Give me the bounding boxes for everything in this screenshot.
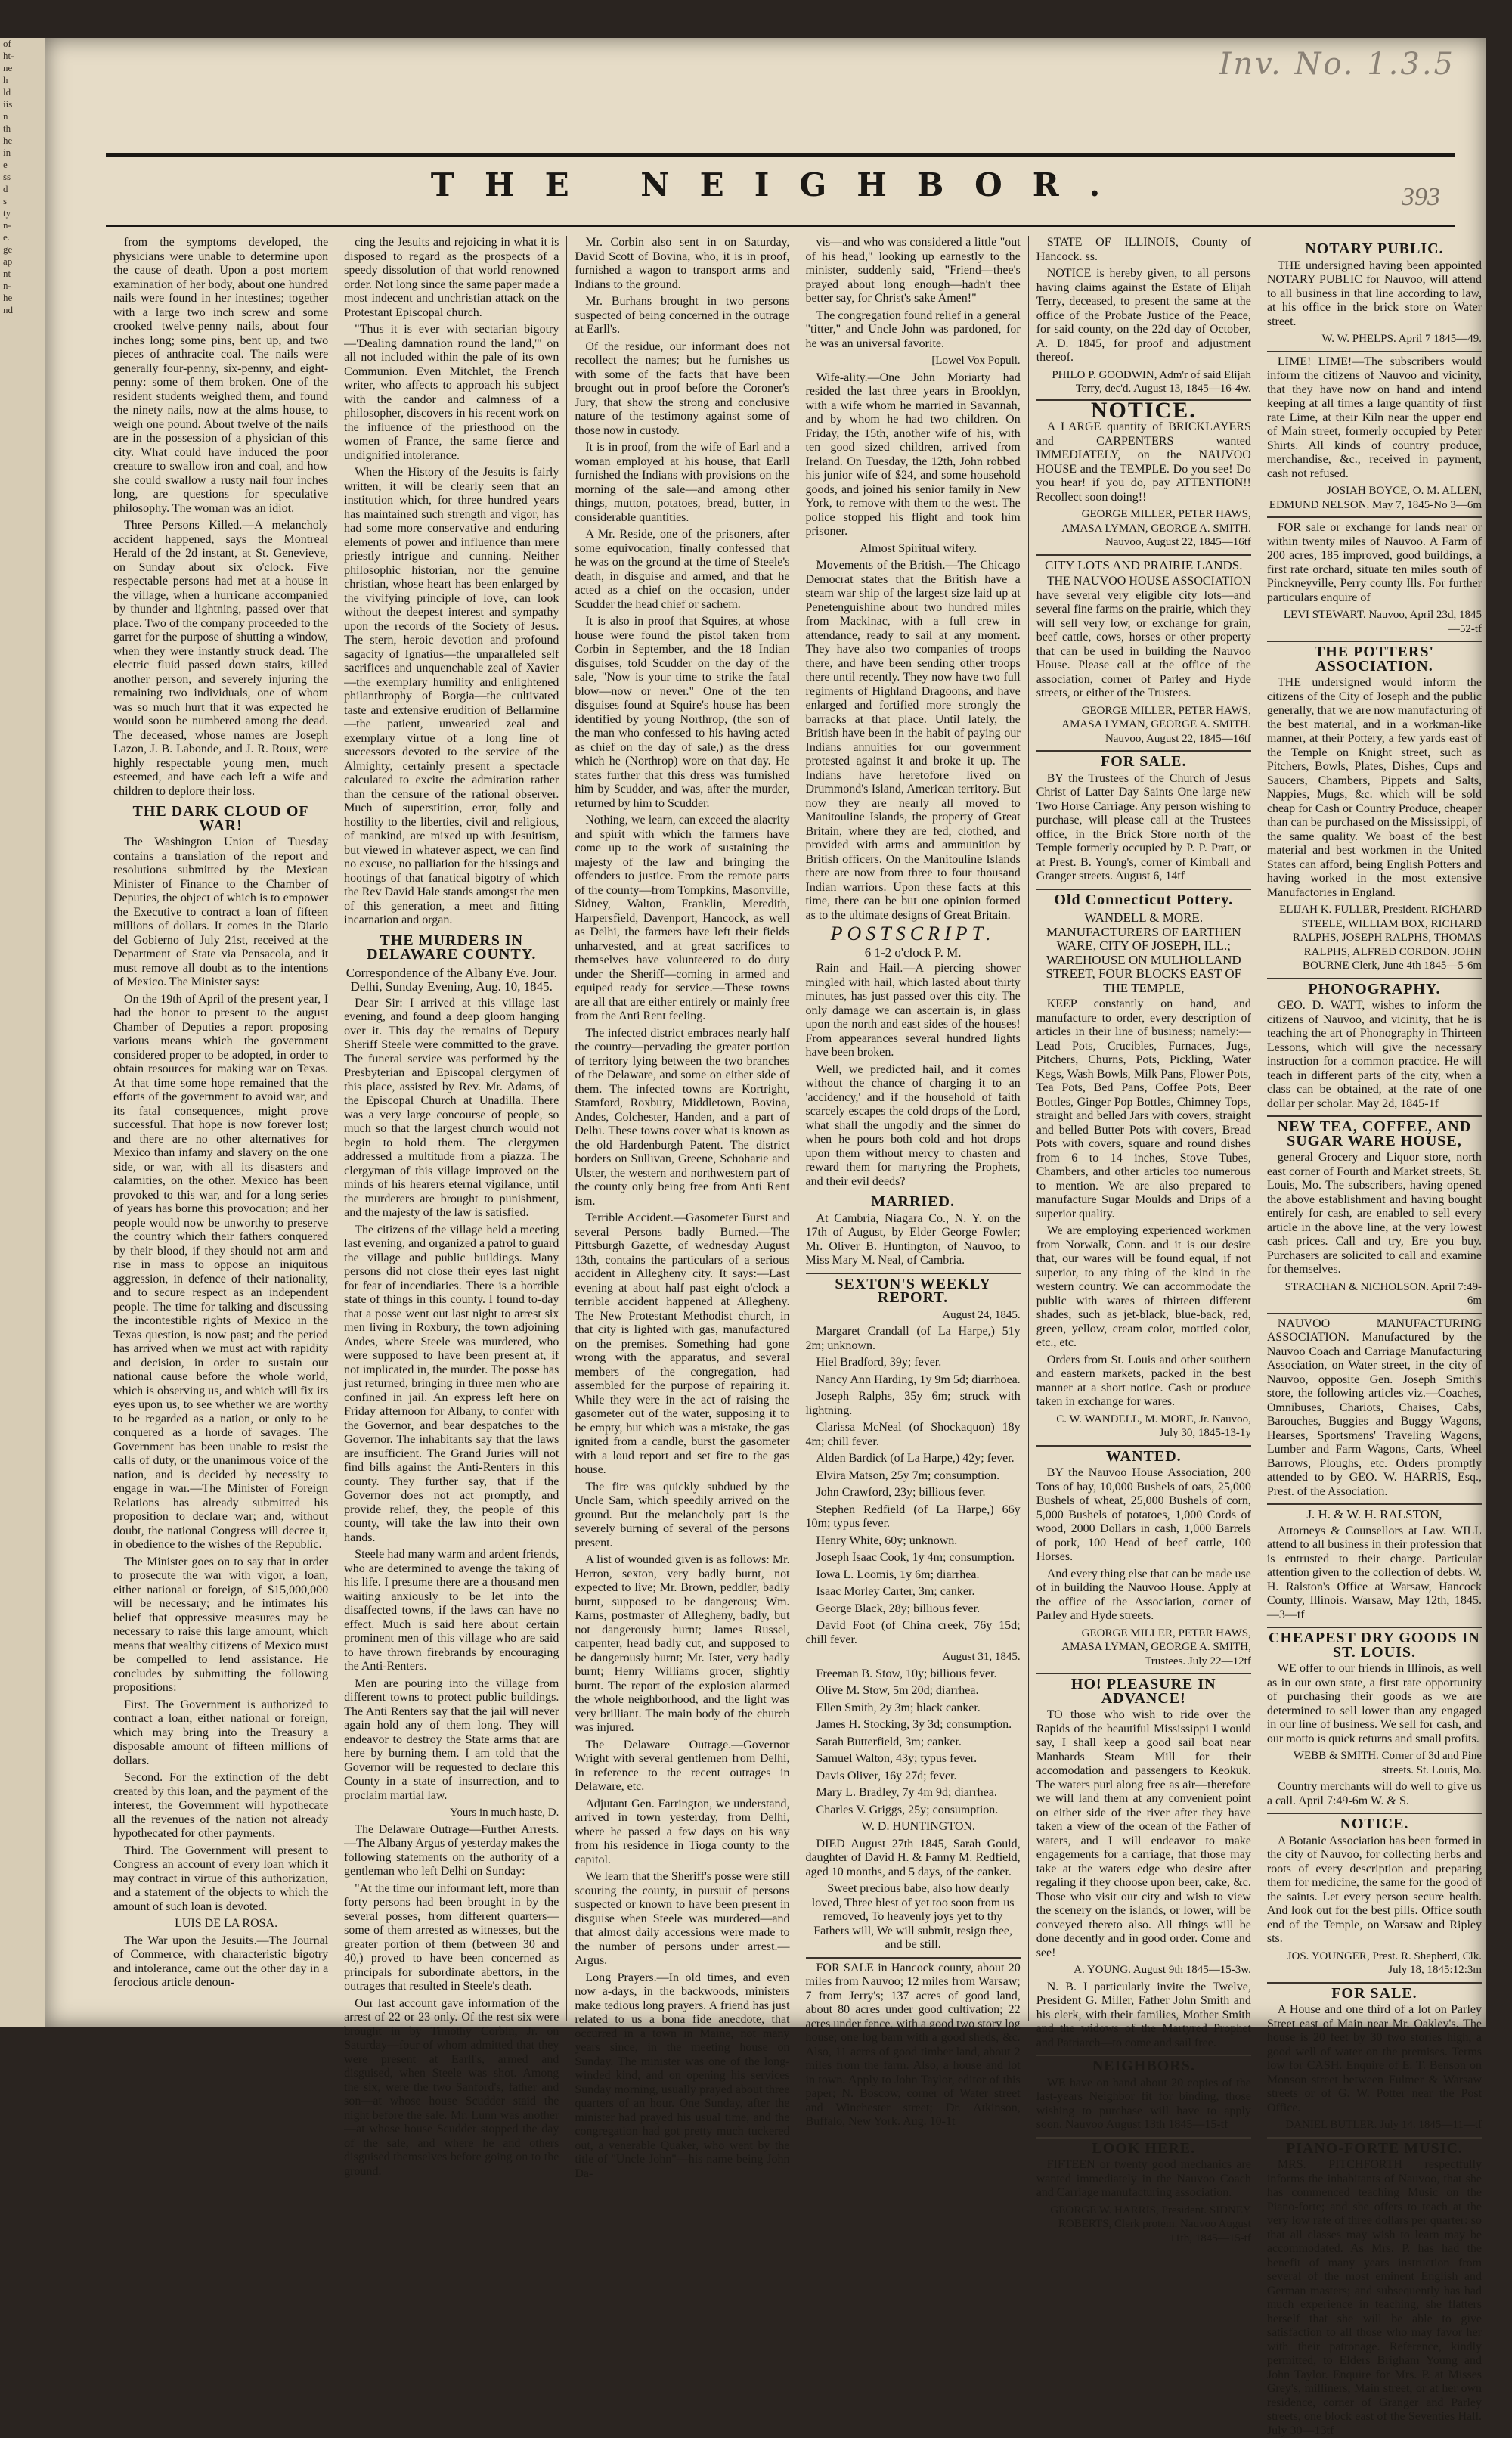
strip-line: ss [3,171,11,182]
article-text: Three Persons Killed.—A melancholy accident happened, says the Montreal Herald of the 2d instant, at St. Genevieve, on Sunday about six o'clock. Five respectable persons had met at a house in the village, when a hurricane accompanied by thunder and lightning, passed over that place. Two of the company proceeded to the garret for the purpose of shutting a window, when they were instantly struck dead. The electric fluid passed down stairs, killed another person, and severely injuring the remaining two individuals, one of whom was so much hurt that it was expected he would soon be numbered among the dead. The deceased, whose names are Joseph Lazon, J. B. Labonde, and J. R. Roux, were highly respectable young men, much esteemed, and have each left a wife and children to deplore their loss. [113,519,329,798]
death-entry: Joseph Ralphs, 35y 6m; struck with lightning. [805,1390,1021,1417]
advertisement: A Botanic Association has been formed in the city of Nauvoo, for collecting herbs and roots of every description and preparing them for medicine, the same for the good of the saints. Let every person secure health. And look out for the best pills. Office south end of the Temple, on Warsaw and Ripley sts. [1266,1834,1483,1945]
death-entry: Olive M. Stow, 5m 20d; diarrhea. [816,1684,979,1697]
strip-line: n- [3,219,11,231]
article-text: The Washington Union of Tuesday contains a translation of the report and resolutions submitted by the Mexican Minister of Finance to the Chamber of Deputies, the object of which is to empower the Executive to contract a loan of fifteen millions of dollars. It comes in the Diario del Gobierno of July 21st, received at the Department of State via Pensacola, and it must remove all doubt as to the intentions of Mexico. The Minister says: [113,836,329,988]
death-entry: Elvira Matson, 25y 7m; consumption. [816,1469,1000,1482]
ad-heading: CHEAPEST DRY GOODS IN ST. LOUIS. [1267,1627,1482,1659]
signature: A. YOUNG. August 9th 1845—15-3w. [1074,1964,1251,1976]
ad-heading: NOTARY PUBLIC. [1305,240,1444,257]
death-entry: Alden Bardick (of La Harpe,) 42y; fever. [816,1452,1015,1465]
article-text: Adjutant Gen. Farrington, we understand, arrived in town yesterday, from Delhi, where he passed a few days on his way from his residence in Tioga county to the capitol. [575,1797,790,1866]
signature: JOS. YOUNGER, Prest. R. Shepherd, Clk. July 18, 1845:12:3m [1287,1949,1483,1976]
signature: WEBB & SMITH. Corner of 3d and Pine streets. St. Louis, Mo. [1293,1750,1483,1776]
article-text: Terrible Accident.—Gasometer Burst and several Persons badly Burned.—The Pittsburgh Gazette, of wednesday August 13th, contains the particulars of a serious accident in Allegheny city. It says:—Last evening at about half past eight o'clock a terrible accident happened at Allegheny. The New Protestant Methodist church, in that city is lighted with gas, manufactured on the premises. Something had gone wrong with the apparatus, and several members of the congregation, had assembled for the purpose of repairing it. While they were in the act of raising the gasometer out of the water, supposing it to be empty, but which was a mistake, the gas ignited from a candle, burst the gasometer with a loud report and set fire to the gas house. [575,1211,790,1476]
article-text: The citizens of the village held a meeting last evening, and organized a patrol to guard the village and public buildings. Many persons did not close their eyes last night for fear of incendiaries. There is a horrible state of things in this county. I found to-day that a posse went out last night to arrest six men living in Roxbury, the town adjoining Andes, where Steele was murdered, who were supposed to have been present at, if not implicated in, the murder. The posse has just returned, bringing in three men who are confined in jail. An express left here on Friday afternoon for Albany, to confer with the Governor, and bear despatches to the Governor. The inhabitants say that the laws are insufficient. The Grand Juries will not find bills against the Anti-Renters in this county. They further say, that if the Governor does not act promptly, and provide relief, they, the people of this county, will take the law into their own hands. [344,1223,559,1544]
strip-line: of [3,38,11,49]
article-text: Almost Spiritual wifery. [860,541,978,555]
legal-notice: STATE OF ILLINOIS, County of Hancock. ss. [1036,236,1251,263]
strip-line: s [3,195,8,206]
report-date: August 31, 1845. [942,1651,1021,1663]
death-entry: Nancy Ann Harding, 1y 9m 5d; diarrhoea. [816,1373,1021,1386]
strip-line: d [3,183,8,194]
article-text: The Delaware Outrage—Further Arrests.—The Albany Argus of yesterday makes the following statements on the authority of a gentleman who left Delhi on Sunday: [344,1822,559,1878]
ad-heading: NEW TEA, COFFEE, AND SUGAR WARE HOUSE, [1267,1115,1482,1148]
advertisement: FOR SALE in Hancock county, about 20 miles from Nauvoo; 12 miles from Warsaw; 7 from Jerry's; 137 acres of good land, about 80 acres under good cultivation; 22 acres under fence, with a good two story log house; one log barn with a good sheds, &c. Also, 11 acres of good timber land, about 2 miles from the farm. Also, a house and lot in town. Apply to John Taylor, editor of this paper; N. Boscow, corner of Water street and Winchester street; Dr. Atkinson, Buffalo, New York. Aug. 10-1t [806,1957,1021,2129]
article-text: Long Prayers.—In old times, and even now a-days, in the backwoods, ministers make tedious long prayers. A friend has just related to us a bona fide anecdote, that occurred in a town in Maine, not many years since, in the meeting house on Sunday. The minister was one of the long-winded kind, and on opening his services Sunday morning, usually prayed about three quarters of an hour. One Sunday, after the minister had prayed his usual time, and the congregation had got pretty much tuckered out, a venerable Quaker, who went by the title of "Uncle John"—his name being John Da- [575,1971,790,2180]
advertisement: general Grocery and Liquor store, north east corner of Fourth and Market streets, St. Louis, Mo. The subscribers, having opened the above establishment and having bought entirely for cash, are enabled to sell every article in the above line, at the very lowest cash prices. Call and try, Ere you buy. Purchasers are solicited to call and examine for themselves. [1266,1151,1483,1276]
advertisement: N. B. I particularly invite the Twelve, President G. Miller, Father John Smith and his clerk, with their families, Mother Smith and the widows of the Martyred Prophet and Patriarch—to come and sail free. [1036,1980,1251,2049]
advertisement: KEEP constantly on hand, and manufacture to order, every description of articles in their line of business; namely:— Lead Pots, Crucibles, Furnaces, Jugs, Pitchers, Churns, Pots, Pickling, Water Kegs, Wash Bowls, Milk Pans, Flower Pots, Tea Pots, Bed Pans, Coffee Pots, Beer Bottles, Ginger Pop Bottles, Chimney Tops, straight and belled Jars with covers, straight and belled Butter Pots with covers, Bread Pots with covers, square and round dishes from 6 to 14 inches, Stove Tubes, Chambers, and other articles too numerous to mention. We are also prepared to manufacture Sugar Moulds and Drips of a superior quality. [1036,997,1251,1221]
death-entry: Mary L. Bradley, 7y 4m 9d; diarrhea. [816,1786,997,1799]
signature: ELIJAH K. FULLER, President. RICHARD STEELE, WILLIAM BOX, RICHARD RALPHS, JOSEPH RALPHS, THOMAS RALPHS, ALFRED CORDON. JOHN BOURNE Clerk, June 4th 1845—5-6m [1279,904,1483,972]
article-text: Mr. Corbin also sent in on Saturday, David Scott of Bovina, who, it is in proof, furnished a wagon to transport arms and Indians to the ground. [575,236,790,291]
signature: GEORGE MILLER, PETER HAWS, AMASA LYMAN, GEORGE A. SMITH. Nauvoo, August 22, 1845—16tf [1061,508,1251,548]
strip-line: th [3,123,11,134]
signature: DANIEL BUTLER. July 14. 1845—11—tf [1285,2119,1483,2131]
death-entry: Iowa L. Loomis, 1y 6m; diarrhea. [816,1568,980,1581]
advertisement: THE NAUVOO HOUSE ASSOCIATION have several very eligible city lots—and several fine farms on the prairie, which they will sell very low, or exchange for grain, beef cattle, cows, horses or other property that can be used in building the Nauvoo House. Please call at the office of the association, corner of Parley and Hyde streets, or either of the Trustees. [1036,575,1251,699]
article-text: It is also in proof that Squires, at whose house were found the pistol taken from Corbin in September, and the 18 Indian disguises, told Scudder on the day of the sale, "Now is your time to strike the fatal blow—now or never." One of the ten disguises found at Squire's house has been identified by young Northrop, (the son of the man who confessed to his having acted as chief on the day of sale,) as the dress which he (Northrop) wore on that day. He states further that this dress was furnished him by Scudder, and was, after the murder, returned by him to Scudder. [575,615,790,810]
advertisement: BY the Trustees of the Church of Jesus Christ of Latter Day Saints One large new Two Horse Carriage. Any person wishing to purchase, will please call at the Trustees office, in the Brick Store north of the Temple formerly occupied by P. P. Pratt, or at Prest. B. Young's, corner of Kimball and Granger streets. August 6, 14tf [1036,771,1251,882]
strip-line: n [3,110,8,122]
headline: SEXTON'S WEEKLY REPORT. [806,1273,1021,1305]
ad-heading: FOR SALE. [1267,1982,1482,2001]
signature: Yours in much haste, D. [450,1807,559,1819]
article-text: The congregation found relief in a general "titter," and Uncle John was pardoned, for he was an universal favorite. [805,309,1021,350]
article-text: At Cambria, Niagara Co., N. Y. on the 17th of August, by Elder George Fowler; Mr. Oliver B. Huntington, of Nauvoo, to Miss Mary M. Neal, of Cambria. [805,1211,1021,1267]
article-text: Steele had many warm and ardent friends, who are determined to avenge the taking of his life. I presume there are a thousand men waiting anxiously to be let into the disaffected towns, if the laws can have no effect. Much is said here about certain prominent men of this village who are said to have thrown firebrands by encouraging the Anti-Renters. [344,1548,559,1673]
death-entry: Henry White, 60y; unknown. [816,1534,958,1547]
article-text: A Mr. Reside, one of the prisoners, after some equivocation, finally confessed that he was on the ground at the time of Steele's death, in disguise and armed, and that he acted as a chief on the occasion, under Scudder the head chief or sachem. [575,528,790,611]
headline: THE MURDERS IN DELAWARE COUNTY. [367,932,537,963]
advertisement: LIME! LIME!—The subscribers would inform the citizens of Nauvoo and vicinity, that they have now on hand and intend keeping at all times a large quantity of first rate Lime, at their Kiln near the upper end of Main street, formerly occupied by Peter Shirts. All kinds of country produce, merchandise, &c., received in payment, cash not refused. [1267,351,1482,482]
strip-line: e. [3,231,11,243]
article-text: A list of wounded given is as follows: Mr. Herron, sexton, very badly burnt, not expected to live; Mr. Brown, peddler, badly burnt, supposed to be dangerous; Wm. Karns, postmaster of Allegheny, badly, but not dangerously burnt; James Russel, carpenter, head badly cut, and supposed to be dangerously burnt; Mr. Ister, very badly burnt; Henry Williams grocer, slightly burnt. The report of the explosion alarmed the whole neighborhood, and the light was very brilliant. The main body of the church was injured. [575,1553,790,1734]
handwritten-note: Inv. No. 1.3.5 [1219,47,1455,82]
signature: PHILO P. GOODWIN, Adm'r of said Elijah Terry, dec'd. August 13, 1845—16-4w. [1052,368,1251,395]
signature: LUIS DE LA ROSA. [175,1917,278,1930]
death-entry: Margaret Crandall (of La Harpe,) 51y 2m; unknown. [805,1325,1021,1352]
advertisement: Country merchants will do well to give us a call. April 7:49-6m W. & S. [1266,1780,1483,1807]
signature: GEORGE MILLER, PETER HAWS, AMASA LYMAN, GEORGE A. SMITH. Nauvoo, August 22, 1845—16tf [1061,704,1251,745]
signature: JOSIAH BOYCE, O. M. ALLEN, EDMUND NELSON. May 7, 1845-No 3—6m [1269,485,1483,511]
ad-heading: CITY LOTS AND PRAIRIE LANDS. [1036,554,1251,573]
advertisement: And every thing else that can be made use of in building the Nauvoo House. Apply at the office of the Association, corner of Parley and Hyde streets. [1036,1567,1251,1622]
ad-heading: NOTICE. [1267,1813,1482,1832]
article-text: "At the time our informant left, more than forty persons had been brought in by the several posses, from different quarters—some of them arrested as witnesses, but the greater portion of them (between 30 and 40,) proved to have been concerned as principals for subordinate abettors, in the outrages that resulted in Steele's death. [344,1881,559,1993]
dateline: 6 1-2 o'clock P. M. [864,944,962,960]
signature: GEORGE MILLER, PETER HAWS, AMASA LYMAN, GEORGE A. SMITH, Trustees. July 22—12tf [1061,1627,1251,1667]
strip-line: ge [3,243,13,255]
article-text: DIED August 27th 1845, Sarah Gould, daughter of David H. & Fanny M. Redfield, aged 10 months, and 5 days, of the canker. [805,1837,1021,1878]
advertisement: FIFTEEN or twenty good mechanics are wanted immediately in the Nauvoo Coach and Carriage manufacturing association. [1036,2158,1251,2199]
strip-line: ld [3,86,11,98]
ad-heading: FOR SALE. [1036,750,1251,769]
death-entry: Hiel Bradford, 39y; fever. [816,1356,942,1369]
article-text: The Minister goes on to say that in order to prosecute the war with vigor, a loan, either national or foreign, of $15,000,000 will be necessary; and he intimates his belief that oppressive measures may be necessary to raise this large amount, which means that wealthy citizens of Mexico must be compelled to lend assistance. He concludes by submitting the following propositions: [113,1555,329,1694]
columns [106,236,1489,2437]
headline: MARRIED. [871,1193,955,1210]
strip-line: nd [3,304,13,315]
article-text: "Thus it is ever with sectarian bigotry—'Dealing damnation round the land,'" on all not included within the pale of its own Communion. Even Mitchlet, the French writer, who affects to approach his subject with the candor and calmness of a philosopher, discovers in his recent work on the influence of the priesthood on the women of France, the same fierce and undignified intolerance. [344,323,559,462]
death-entry: James H. Stocking, 3y 3d; consumption. [816,1718,1012,1731]
column-1 [106,236,336,2021]
article-text: Dear Sir: I arrived at this village last evening, and found a deep gloom hanging over it. This day the remains of Deputy Sheriff Steele were committed to the grave. The funeral service was performed by the Presbyterian and Episcopal clergymen of this place, assisted by Rev. Mr. Adams, of the Episcopal Church at Unadilla. There was a very large concourse of people, so much so that the largest church would not begin to hold them. The clergymen addressed a multitude from a piazza. The clergyman of this village improved on the minds of his hearers eternal vigilance, until the murderers are brought to punishment, and the majesty of the law is satisfied. [344,996,559,1219]
advertisement: THE undersigned having been appointed NOTARY PUBLIC for Nauvoo, will attend to all business in that line according to law, at his office in the brick store on Water street. [1266,259,1483,328]
headline: THE DARK CLOUD OF WAR! [132,803,309,834]
article-text: Nothing, we learn, can exceed the alacrity and spirit with which the farmers have come up to the work of sustaining the majesty of the law and bringing the offenders to justice. From the remote parts of the county—from Tompkins, Masonville, Sidney, Walton, Franklin, Meredith, Harpersfield, Davenport, Hancock, as well as Delhi, the farmers have left their fields unharvested, and at great sacrifices to themselves have volunteered to do duty under the Sheriff—coming in armed and equiped ready for service.—These towns are all that are either entirely or mainly free from the Anti Rent feeling. [575,814,790,1022]
advertisement: A LARGE quantity of BRICKLAYERS and CARPENTERS wanted IMMEDIATELY, on the NAUVOO HOUSE and the TEMPLE. Do you see! Do you hear! if you do, pay ATTENTION!! Recollect soon doing!! [1036,420,1251,504]
death-entry: David Foot (of China creek, 76y 15d; chill fever. [805,1619,1021,1646]
advertisement: Attorneys & Counsellors at Law. WILL attend to all business in their profession that is entrusted to their charge. Particular attention given to the collection of debts. W. H. Ralston's Office at Warsaw, Hancock County, Illinois. Warsaw, May 12th, 1845.—3—tf [1266,1524,1483,1621]
signature: GEORGE W. HARRIS, President. SIDNEY ROBERTS, Clerk protem. Nauvoo August 11th, 1845—15-tf [1050,2204,1251,2244]
advertisement: FOR sale or exchange for lands near or within twenty miles of Nauvoo. A Farm of 200 acres, 185 improved, good buildings, a first rate orchard, situate ten miles south of Pinckneyville, Perry county Ills. For further particulars enquire of [1267,516,1482,605]
death-entry: Davis Oliver, 16y 27d; fever. [816,1769,957,1782]
death-entry: Isaac Morley Carter, 3m; canker. [816,1585,975,1598]
strip-line: ht- [3,50,14,61]
advertisement: BY the Nauvoo House Association, 200 Tons of hay, 10,000 Bushels of oats, 25,000 Bushels of wheat, 25,000 Bushels of corn, 5,000 Bushels of potatoes, 1,000 Cords of wood, 2000 Dollars in cash, 1,000 Barrels of pork, 100 Head of beef cattle, 100 Horses. [1036,1466,1251,1563]
advertisement: We are employing experienced workmen from Norwalk, Conn. and it is our desire that, our wares will be found equal, if not superior, to any thing of the kind in the western country. We can accommodate the public with wares of thirteen different shades, such as jet-black, blue-back, red, green, yellow, cream color, mottled color, etc., etc. [1036,1224,1251,1349]
advertisement: GEO. D. WATT, wishes to inform the citizens of Nauvoo, and vicinity, that he is teaching the art of Phonography in Thirteen Lessons, which will give the necessary instruction for a common practice. He will teach in different parts of the city, when a class can be obtained, at the rate of one dollar per scholar. May 2d, 1845-1f [1266,999,1483,1110]
ad-heading: J. H. & W. H. RALSTON, [1267,1503,1482,1522]
advertisement: A House and one third of a lot on Parley Street east of Main near Mr. Oakley's. The house is 20 feet by 30 two stories high, a good well of water on the premises. Terms low for CASH. Enquire of E. T. Benson on Monson street between Fulmer & Warsaw streets or of G. W. Potter near the Post Office. [1266,2003,1483,2114]
masthead-title: THE NEIGHBOR. [430,166,1131,203]
article-text: Men are pouring into the village from different towns to protect public buildings. The Anti Renters say that the jail will never again hold any of them long. They will endeavor to destroy the State arms that are here by burning them. I am told that the Governor will be requested to declare this County in a state of insurrection, and to proclaim martial law. [344,1677,559,1802]
article-text: It is in proof, from the wife of Earl and a woman employed at his house, that Earll furnished the Indians with provisions on the morning of the sale—and among other things, mutton, potatoes, bread, butter, in considerable quantities. [575,441,790,524]
report-date: August 24, 1845. [942,1308,1021,1321]
article-text: Rain and Hail.—A piercing shower mingled with hail, which lasted about thirty minutes, has just passed over this city. The only damage we can ascertain is, in glass upon the north and east sides of the houses! From appearances several hundred lights have been broken. [805,962,1021,1059]
source-credit: [Lowel Vox Populi. [931,355,1021,367]
strip-line: ty [3,207,11,219]
dateline: Correspondence of the Albany Eve. Jour. Delhi, Sunday Evening, Aug. 10, 1845. [345,965,557,994]
death-entry: Charles V. Griggs, 25y; consumption. [816,1803,999,1816]
advertisement: THE undersigned would inform the citizens of the City of Joseph and the public generally, that we are now manufacturing of the best material, and in a workman-like manner, at their Pottery, a few yards east of the Temple on Knight street, such as Pitchers, Bowls, Plates, Dishes, Cups and Saucers, Chambers, Pippets and Salts, Nappies, Mugs, &c. which will be sold cheap for Cash or Country Produce, cheaper than can be purchased on the Mississippi, of the same quality. We boast of the best material and best workmen in the United States can afford, being English Potters and having worked in the most extensive Manufactories in England. [1266,676,1483,899]
death-entry: Ellen Smith, 2y 3m; black canker. [816,1701,981,1714]
death-entry: Freeman B. Stow, 10y; billious fever. [816,1667,997,1680]
death-entry: George Black, 28y; billious fever. [816,1602,981,1615]
death-entry: Stephen Redfield (of La Harpe,) 66y 10m; typus fever. [805,1503,1021,1530]
ad-heading: NOTICE. [1036,399,1251,418]
advertisement: MRS. PITCHFORTH respectfully informs the inhabitants of Nauvoo, that she has commenced teaching Music on the Piano-forte; and she offers to teach at the very low rate of three dollars per quarter: so that all classes may wish to learn may be accommodated. As Mrs. P. has had the benefit of many years instruction from several of the most eminent English and German masters; and subsequently has had much experience in teaching, she flatters herself that she will be able to give satisfaction to all those who may favor her with their patronage. Reference, kindly permitted, to Elders Brigham Young and John Taylor. Enquire for Mrs. P. at Misses Grey's, milliners, Main street, or at her own residence, corner of Granger and Parley streets, one block east of the Seventies Hall. July 30—13tf [1266,2158,1483,2437]
death-entry: John Crawford, 23y; billious fever. [816,1486,986,1499]
column-5 [1029,236,1259,2244]
column-2 [336,236,567,2178]
strip-line: in [3,147,11,158]
article-text: On the 19th of April of the present year, I had the honor to present to the august Chamber of Deputies a report proposing various means which the government considered proper to be adopted, in order to obtain resources for making war on Texas. At that time some hope remained that the efforts of the government to avoid war, and its fatal consequences, might prove successful. That hope is now forever lost; and there are no other alternatives for Mexico than infamy and slavery on the one side, or war, with all its disasters and calamities, on the other. Mexico has been provoked to this war, and for a long series of years has borne this provocation; and her people would now be unworthy to preserve the country which their fathers conquered by their blood, if they should not arm and rise in mass to oppose an iniquitous aggression, in defence of their nationality, and to secure respect as an independent people. The time for talking and discussing the incontestible rights of Mexico in the Texas question, is now past; and the period has arrived when we must act with rapidity and decision, in order to sustain our national cause before the whole world, which is observing us, and which will fix its eyes upon us, to see whether we are worthy to be regarded as a nation, or only to be conquered as a horde of savages. The Government has been unable to resist the calls of duty, or the unanimous voice of the nation, and is decided by necessity to engage in war.—The Minister of Foreign Relations has already submitted his proposition to declare war; and, without doubt, the national Congress will decree it, in obedience to the wishes of the Republic. [113,992,329,1551]
masthead-rule-bottom [106,225,1455,227]
article-text: Mr. Burhans brought in two persons suspected of being concerned in the outrage at Earll's. [575,295,790,336]
advertisement: WE offer to our friends in Illinois, as well as in our own state, a first rate opportunity of purchasing their goods as we are determined to sell lower than any engaged in our line of business. We sell for cash, and our motto is quick returns and small profits. [1266,1662,1483,1745]
ad-heading: THE POTTERS' ASSOCIATION. [1267,641,1482,673]
advertisement: TO those who wish to ride over the Rapids of the beautiful Mississippi I would say, I shall keep a good sail boat near Manhards Steam Mill for their accomodation and passengers to Keokuk. The waters purl along free as air—therefore we will land them at any convenient point on either side of the river after they have taken a view of the ocean of the Father of waters, and I will endeavor to make engagements for a carriage, that those may take at the waters edge who desire after regaling if they choose upon beer, cake, &c. Those who visit our city and wish to view the scenery on the islands, or lower, will be conveyed thereto also. All things will be done decently and in good order. Come and see! [1036,1708,1251,1959]
ad-heading: PHONOGRAPHY. [1267,978,1482,997]
article-text: The fire was quickly subdued by the Uncle Sam, which speedily arrived on the ground. But the melancholy part is the severely burning of several of the persons present. [575,1480,790,1549]
newspaper-page [45,38,1486,2437]
death-entry: Clarissa McNeal (of Shockaquon) 18y 4m; chill fever. [805,1421,1021,1448]
signature: STRACHAN & NICHOLSON. April 7:49-6m [1284,1280,1483,1307]
advertisement: Orders from St. Louis and other southern and eastern markets, packed in the best manner at a short notice. Cash or produce taken in exchange for wares. [1036,1353,1251,1408]
ad-heading: PIANO-FORTE MUSIC. [1267,2137,1482,2156]
article-text: When the History of the Jesuits is fairly written, it will be clearly seen that an institution which, for three hundred years has maintained such strength and vigor, has had some more conservative and enduring elements of power and influence than mere priestly intrigue and cunning. Neither philosophic historian, nor the genuine christian, whose heart has been enlarged by the vivifying principle of love, can look without the deepest interest and sympathy upon the records of the Society of Jesus. The stern, heroic devotion and profound sagacity of Ignatius—the unparalleled self sacrifices and unquenchable zeal of Xavier—the exemplary humility and enlightened philanthrophy of Borgia—the cultivated taste and extensive erudition of Bellarmine—the patient, unwearied zeal and exemplary virtue of a long line of successors devoted to the service of the Almighty, certainly present a spectacle calculated to excite the admiration rather than the censure of the rational observer. Much of superstition, error, folly and hostility to the liberties, civil and religious, of mankind, are mixed up with Jesuitism, but viewed in whatever aspect, we can find no excuse, no palliation for the hissings and hootings of that fanatical bigotry of which the Rev David Hale stands amongst the men of this generation, a meet and fitting incarnation and organ. [344,466,559,926]
poem: Sweet precious babe, also how dearly loved, Three blest of yet too soon from us removed, To heavenly joys yet to thy Fathers will, We will submit, resign thee, and be still. [811,1882,1015,1951]
strip-line: e [3,159,8,170]
article-text: Our last account gave information of the arrest of 22 or 23 only. Of the rest six were brought in by Timothy Corbin, Jr. on Saturday—four of whom admitted that they were present at Earll's, armed and disguised, when Steele was shot. Among the six, were the two Sanford's, father and son—at whose house Scudder staid the night before the sale. Mr. Lunn was another—at whose house Scudder stopped the day of the sale, and where he and others disguised themselves before going on to the ground. [344,1996,559,2178]
ad-heading: NEIGHBORS. [1036,2055,1251,2074]
strip-line: nt [3,268,11,279]
article-text: vis—and who was considered a little "out of his head," looking up earnestly to the minister, suddenly said, "Friend—thee's prayed about long enough—hadn't thee better say, for Christ's sake Amen!" [805,236,1021,305]
article-text: The infected district embraces nearly half the country—pervading the greater portion of territory lying between the two branches of the Delaware, and some on either side of them. The infected towns are Kortright, Stamford, Roxbury, Middletown, Bovina, Andes, Colchester, Handen, and a part of Delhi. These towns cover what is known as the old Hardenburgh Patent. The district borders on Sullivan, Greene, Schoharie and Ulster, the western and northwestern part of the county only being free from Anti Rent ism. [575,1026,790,1208]
advertisement: NAUVOO MANUFACTURING ASSOCIATION. Manufactured by the Nauvoo Coach and Carriage Manufacturing Association, on Water street, in the city of Nauvoo, opposite Gen. Joseph Smith's store, the following articles viz.—Coaches, Omnibuses, Chariots, Chaises, Cabs, Barouches, Buggies and Buggy Wagons, Hearses, Sportsmens' Traveling Wagons, Lumber and Farm Wagons, Carts, Wheel Barrows, Ploughs, etc. Orders promptly attended to by GEO. W. HARRIS, Esq., Prest. of the Association. [1267,1313,1482,1500]
death-entry: Sarah Butterfield, 3m; canker. [816,1735,962,1748]
article-text: from the symptoms developed, the physicians were unable to determine upon the cause of death. Upon a post mortem examination of her body, about one hundred nails were found in her intestines; together with a large two inch screw and some crooked twelve-penny nails, about four inches long; some pins, bent up, and two pieces of anthracite coal. The nails were generally four-penny, six-penny, and eight-penny: some of them broken. One of the resident students weighed them, and found the ninety nails, now at the alms house, to weigh one pound. About twelve of the nails are in the possession of a physician of this city. What could have induced the poor creature to swallow iron and coal, and how she could swallow a rusty nail four inches long, are questions for speculative philosophy. The woman was an idiot. [113,236,329,515]
adjacent-page-strip [0,38,45,2027]
postscript-heading: POSTSCRIPT. [830,923,996,944]
article-text: Second. For the extinction of the debt created by this loan, and the payment of the interest, the Government will hypothecate all the revenues of the nation not already hypothecated for other payments. [113,1771,329,1840]
strip-line: he [3,135,13,146]
legal-notice: NOTICE is hereby given, to all persons having claims against the Estate of Elijah Terry, deceased, to present the same at the office of the Probate Justice of the Peace, for said county, on the 22d day of October, A. D. 1845, for proof and adjustment thereof. [1036,267,1251,364]
signature: C. W. WANDELL, M. MORE, Jr. Nauvoo, July 30, 1845-13-1y [1056,1413,1251,1439]
article-text: We learn that the Sheriff's posse were still scouring the county, in pursuit of persons suspected or known to have been present in disguise when Steele was murdered—and that almost daily accessions were made to the number of persons under arrest.—Argus. [575,1870,790,1967]
article-text: Well, we predicted hail, and it comes without the chance of charging it to an 'accidency,' and if the household of faith scarcely escapes the cold drops of the Lord, what shall the ungodly and the sinner do when he pours both cold and hot drops upon them without mercy to chasten and reward them for martyring the Prophets, and their evil deeds? [805,1062,1021,1188]
column-6 [1259,236,1489,2437]
strip-line: iis [3,98,13,110]
ad-subheading: WANDELL & MORE. MANUFACTURERS OF EARTHEN WARE, CITY OF JOSEPH, ILL.; WAREHOUSE ON MULHOLLAND STREET, FOUR BLOCKS EAST OF THE TEMPLE, [1046,910,1242,995]
advertisement: WE have on hand about 20 copies of the last-years Neighbor fit for binding, those wishing to purchase will have to apply soon. Nauvoo August 13th 1845—15-tf [1036,2076,1251,2131]
ad-heading: Old Connecticut Pottery. [1036,889,1251,907]
article-text: The War upon the Jesuits.—The Journal of Commerce, with characteristic bigotry and intolerance, came out the other day in a ferocious article denoun- [113,1934,329,1989]
signature: W. D. HUNTINGTON. [861,1820,975,1833]
article-text: First. The Government is authorized to contract a loan, either national or foreign, which may bring into the Treasury a disposable amount of fifteen millions of dollars. [113,1698,329,1767]
article-text: Third. The Government will present to Congress an account of every loan which it may contract in virtue of this authorization, and a statement of the objects to which the amount of such loan is devoted. [113,1844,329,1913]
strip-line: n- [3,280,11,291]
signature: W. W. PHELPS. April 7 1845—49. [1321,333,1483,345]
strip-line: he [3,292,13,303]
page-number: 393 [1402,183,1440,211]
masthead-rule-top [106,153,1455,157]
article-text: Of the residue, our informant does not recollect the names; but he furnishes us with some of the facts that have been brought out in proof before the Coroner's Jury, that show the strong and conclusive nature of the testimony against some of those now in custody. [575,340,790,437]
article-text: Wife-ality.—One John Moriarty had resided the last three years in Brooklyn, with a wife whom he married in Savannah, and by whom he had two children. On Friday, the 15th, another wife of his, with ten good sized children, arrived from Ireland. On Tuesday, the 12th, John robbed his junior wife of $24, and some household goods, and joined his senior family in New York, to remove with them to the west. The police stopped his flight and took him prisoner. [805,371,1021,538]
ad-heading: HO! PLEASURE IN ADVANCE! [1036,1673,1251,1705]
ad-heading: WANTED. [1036,1445,1251,1464]
column-4 [798,236,1029,2128]
strip-line: ap [3,256,13,267]
article-text: cing the Jesuits and rejoicing in what it is disposed to regard as the prospects of a speedy dissolution of that world renowned order. Not long since the same paper made a most indecent and unchristian attack on the Protestant Episcopal church. [344,236,559,319]
article-text: The Delaware Outrage.—Governor Wright with several gentlemen from Delhi, in reference to the recent outrages in Delaware, etc. [575,1738,790,1793]
article-text: Movements of the British.—The Chicago Democrat states that the British have a steam war ship of the largest size laid up at Penetenguishine about two hundred miles from Mackinac, with a full crew in attendance, ready to sail at any moment. They have also two companies of troops there, and have been sending other troops there until recently. They now have two full regiments of Highland Dragoons, and have enlarged and fortified more strongly the barracks at that place. Until lately, the British have been in the habit of paying our Indians annuities for our government protested against it and broke it up. The Indians have heretofore lived on Drummond's Island, American territory. But now they are nearly all moved to Manitouline Islands, the property of Great Britain, where they are fed, clothed, and provided with arms and ammunition by British officers. On the Manitouline Islands there are now from three to four thousand Indian warriors. Upon these facts at this time, there can be but one opinion formed as to the ultimate designs of Great Britain. [805,559,1021,922]
ad-heading: LOOK HERE. [1036,2137,1251,2156]
signature: LEVI STEWART. Nauvoo, April 23d, 1845—52-tf [1283,609,1483,635]
column-3 [567,236,798,2180]
strip-line: ne [3,62,13,73]
death-entry: Samuel Walton, 43y; typus fever. [816,1752,978,1765]
death-entry: Joseph Isaac Cook, 1y 4m; consumption. [816,1551,1015,1564]
strip-line: h [3,74,8,85]
